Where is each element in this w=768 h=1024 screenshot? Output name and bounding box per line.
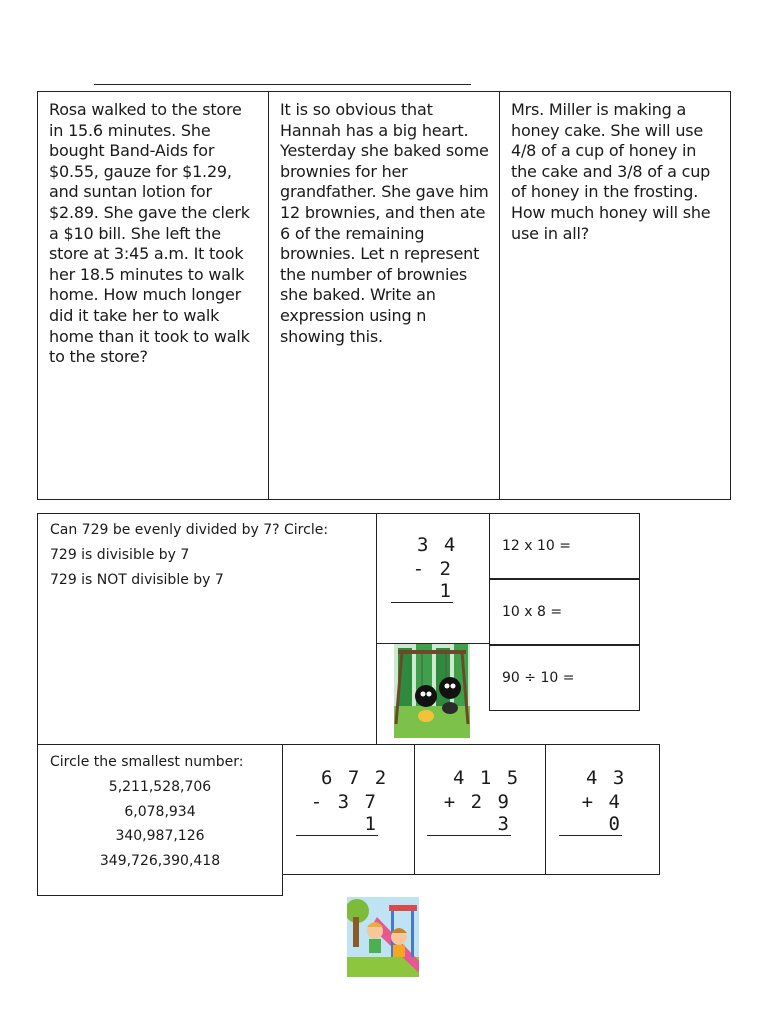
addition-box-2 <box>545 744 660 875</box>
subtraction-top: 6 7 2 <box>321 767 389 789</box>
subtraction-box <box>282 744 416 875</box>
word-problem-1 <box>37 91 269 500</box>
word-problem-2-text: It is so obvious that Hannah has a big heart. Yesterday she baked some brownies for her grandfather. She gave him 12 brownies, and then ate 6 of the remaining brownies. Let n represent the number of brownies she baked. Write an expression using n showing this. <box>280 100 489 346</box>
number-option: 6,078,934 <box>124 803 196 820</box>
not-divisible-option: 729 is NOT divisible by 7 <box>50 572 224 588</box>
divisibility-question: Can 729 be evenly divided by 7? Circle: <box>50 522 329 538</box>
word-problem-2 <box>268 91 500 500</box>
subtraction-box-small <box>376 513 490 644</box>
divisible-option: 729 is divisible by 7 <box>50 547 190 563</box>
fact-3-text: 90 ÷ 10 = <box>502 670 575 686</box>
subtraction-bottom: - 3 7 1 <box>296 791 378 836</box>
fact-box-3 <box>489 645 640 711</box>
fact-box-1 <box>489 513 640 579</box>
playground-kids-illustration <box>347 897 419 977</box>
number-option: 349,726,390,418 <box>99 852 221 869</box>
smallest-number-title: Circle the smallest number: <box>50 754 244 770</box>
addition-top: 4 3 <box>586 767 627 789</box>
number-option: 340,987,126 <box>115 828 205 844</box>
fact-2-text: 10 x 8 = <box>502 604 563 620</box>
smallest-number-box <box>37 744 283 896</box>
addition-bottom: + 4 0 <box>559 791 622 836</box>
word-problem-3-text: Mrs. Miller is making a honey cake. She will use 4/8 of a cup of honey in the cake and 3/8 of a cup of honey in the frosting. How much honey will she use in all? <box>511 100 711 243</box>
subtraction-bottom: - 2 1 <box>391 558 453 603</box>
number-option: 5,211,528,706 <box>108 779 212 795</box>
fact-box-2 <box>489 579 640 645</box>
addition-bottom: + 2 9 3 <box>427 791 511 836</box>
word-problem-3 <box>499 91 731 500</box>
addition-top: 4 1 5 <box>453 767 521 789</box>
swing-kids-illustration <box>394 644 470 738</box>
word-problem-1-text: Rosa walked to the store in 15.6 minutes. She bought Band-Aids for $0.55, gauze for $1.29, and suntan lotion for $2.89. She gave the clerk a $10 bill. She left the store at 3:45 a.m. It took her 18.5 minutes to walk home. How much longer did it take her to walk home than it took to walk to the store? <box>49 100 250 367</box>
subtraction-top: 3 4 <box>417 534 458 556</box>
name-line <box>94 84 471 85</box>
fact-1-text: 12 x 10 = <box>502 538 571 554</box>
divisibility-box <box>37 513 377 745</box>
addition-box-1 <box>414 744 547 875</box>
